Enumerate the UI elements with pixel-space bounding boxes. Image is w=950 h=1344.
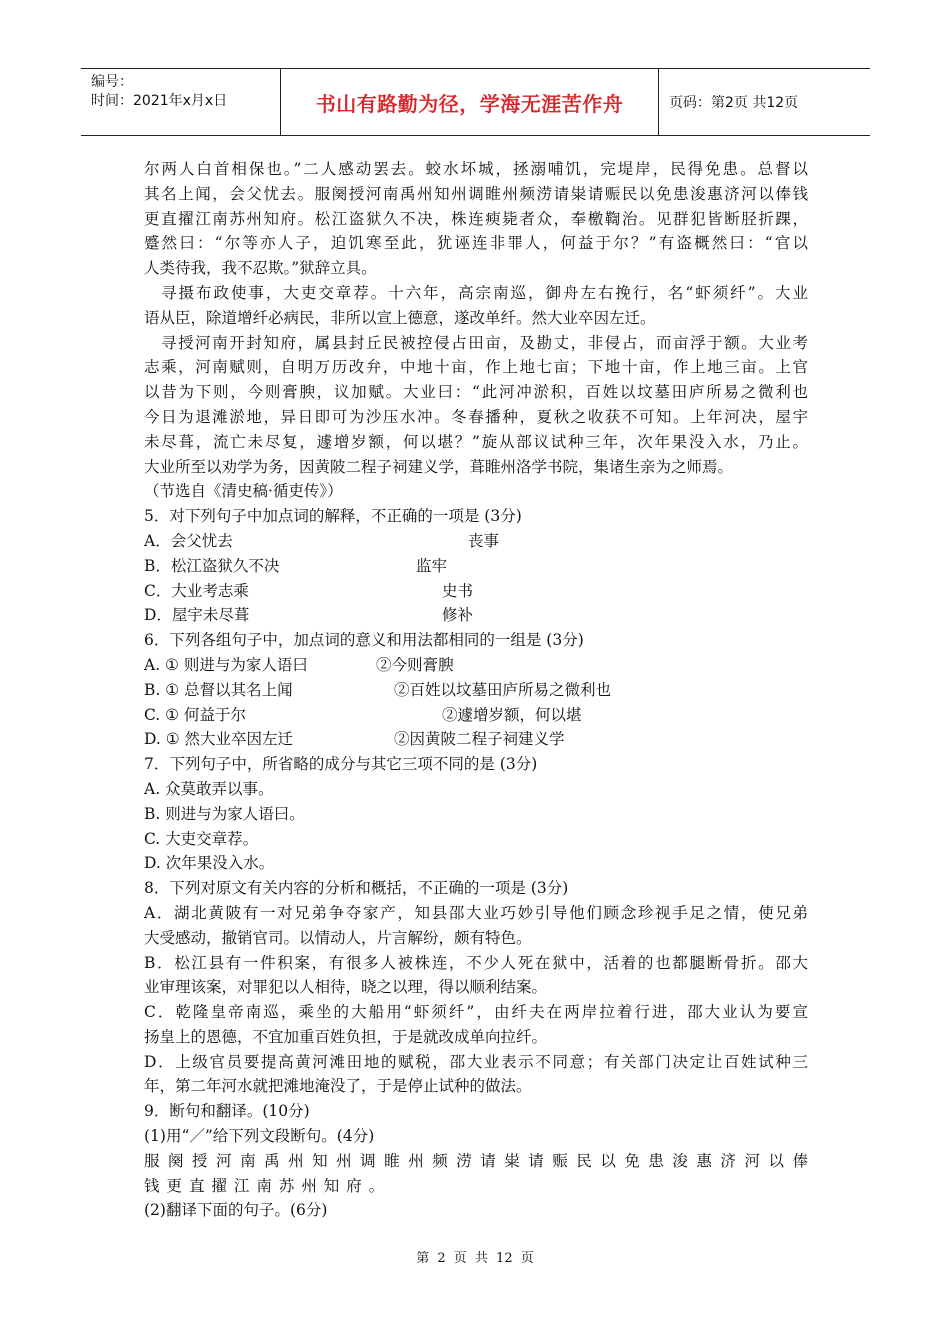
passage-line: 大业所至以劝学为务，因黄陂二程子祠建义学，葺睢州洛学书院，集诸生亲为之师焉。 <box>144 457 734 476</box>
q9-text-line: 服阕授河南禹州知州调睢州频涝请粜请赈民以免患浚惠济河以俸 <box>144 1151 808 1170</box>
option-text: D．屋宇未尽葺 <box>144 606 250 625</box>
header-motto: 书山有路勤为径，学海无涯苦作舟 <box>281 69 659 135</box>
passage-line: 人类待我，我不忍欺。”狱辞立具。 <box>144 259 377 278</box>
q9-sub1: (1)用“／”给下列文段断句。(4分) <box>144 1127 375 1146</box>
q7-option-a: A. 众莫敢弄以事。 <box>144 779 274 798</box>
passage-line: 其名上闻，会父忧去。服阕授河南禹州知州调睢州频涝请粜请赈民以免患浚惠济河以俸钱 <box>144 184 808 203</box>
option-pair: ②因黄陂二程子祠建义学 <box>394 730 565 749</box>
option-gloss: 修补 <box>442 606 474 625</box>
option-gloss: 监牢 <box>416 556 448 575</box>
option-text: B．松江盗狱久不决 <box>144 556 280 575</box>
passage-source: （节选自《清史稿·循吏传》） <box>144 482 343 501</box>
q5-option-a <box>144 529 808 554</box>
passage-line: 语从臣，除道增纤必病民，非所以宣上德意，遂改单纤。然大业卒因左迁。 <box>144 308 656 327</box>
question-5-stem: 5．对下列句子中加点词的解释，不正确的一项是 (3分) <box>144 507 522 526</box>
page-footer: 第 2 页 共 12 页 <box>416 1251 534 1266</box>
passage-line: 寻授河南开封知府，属县封丘民被控侵占田亩，及勘丈，非侵占，而亩浮于额。大业考 <box>161 333 808 352</box>
option-pair: ②百姓以坟墓田庐所易之微利也 <box>394 680 612 699</box>
passage-line: 尔两人白首相保也。”二人感动罢去。蛟水坏城，拯溺哺饥，完堤岸，民得免患。总督以 <box>144 160 808 178</box>
option-gloss: 史书 <box>442 581 474 600</box>
document-body <box>144 157 808 1223</box>
option-text: A．会父忧去 <box>144 531 233 550</box>
q6-option-c <box>144 703 808 728</box>
passage-line: 寻摄布政使事，大吏交章荐。十六年，高宗南巡，御舟左右挽行，名“虾须纤”。大业 <box>161 283 808 302</box>
q5-option-d <box>144 603 808 628</box>
q6-option-a <box>144 653 808 678</box>
q8-line: 扬皇上的恩德，不宜加重百姓负担，于是就改成单向拉纤。 <box>144 1027 548 1046</box>
page-header <box>81 68 870 136</box>
passage-line: 志乘，河南赋则，自明万历改弁，中地十亩，作上地七亩；下地十亩，作上地三亩。上官 <box>144 358 808 377</box>
question-8-stem: 8．下列对原文有关内容的分析和概括，不正确的一项是 (3分) <box>144 879 569 898</box>
header-meta <box>81 69 281 135</box>
q5-option-b <box>144 554 808 579</box>
passage-line: 更直擢江南苏州知府。松江盗狱久不决，株连瘐毙者众，奉檄鞫治。见群犯皆断胫折踝， <box>144 209 808 228</box>
passage-line: 未尽葺，流亡未尽复，遽增岁额，何以堪？”旋从部议试种三年，次年果没入水，乃止。 <box>144 432 808 451</box>
q8-line: C．乾隆皇帝南巡，乘坐的大船用“虾须纤”，由纤夫在两岸拉着行进，邵大业认为要宣 <box>144 1003 808 1022</box>
option-text: C．大业考志乘 <box>144 581 249 600</box>
q9-sub2: (2)翻译下面的句子。(6分) <box>144 1201 328 1220</box>
passage-line: 以昔为下则，今则膏腴，议加赋。大业曰：“此河冲淤积，百姓以坟墓田庐所易之微利也 <box>144 383 808 402</box>
option-gloss: 丧事 <box>468 531 500 550</box>
q8-line: 年，第二年河水就把滩地淹没了，于是停止试种的做法。 <box>144 1077 532 1096</box>
q8-line: B．松江县有一件积案，有很多人被株连，不少人死在狱中，活着的也都腿断骨折。邵大 <box>144 953 808 972</box>
q6-option-d <box>144 727 808 752</box>
q7-option-d: D. 次年果没入水。 <box>144 854 275 873</box>
q7-option-b: B. 则进与为家人语曰。 <box>144 804 305 823</box>
option-text: B. ① 总督以其名上闻 <box>144 680 293 699</box>
number-label: 编号： <box>91 74 133 90</box>
q8-line: A．湖北黄陂有一对兄弟争夺家产，知县邵大业巧妙引导他们顾念珍视手足之情，使兄弟 <box>144 903 808 922</box>
option-text: D. ① 然大业卒因左迁 <box>144 730 294 749</box>
q7-option-c: C. 大吏交章荐。 <box>144 829 259 848</box>
passage-line: 蹙然曰：“尔等亦人子，迫饥寒至此，犹诬连非罪人，何益于尔？”有盗概然曰：“官以 <box>144 234 808 253</box>
question-9-stem: 9．断句和翻译。(10分) <box>144 1102 310 1121</box>
option-text: A. ① 则进与为家人语曰 <box>144 655 308 674</box>
q8-line: 大受感动，撤销官司。以情动人，片言解纷，颇有特色。 <box>144 928 532 947</box>
q9-text-line: 钱更直擢江南苏州知府。 <box>144 1176 392 1195</box>
q5-option-c <box>144 579 808 604</box>
q8-line: D．上级官员要提高黄河滩田地的赋税，邵大业表示不同意；有关部门决定让百姓试种三 <box>144 1052 808 1071</box>
question-6-stem: 6．下列各组句子中，加点词的意义和用法都相同的一组是 (3分) <box>144 631 584 650</box>
question-7-stem: 7．下列句子中，所省略的成分与其它三项不同的是 (3分) <box>144 755 538 774</box>
q6-option-b <box>144 678 808 703</box>
option-pair: ②今则膏腴 <box>376 655 454 674</box>
header-page-info: 页码：第2页 共12页 <box>669 95 799 111</box>
passage-line: 今日为退滩淤地，异日即可为沙压水冲。冬春播种，夏秋之收获不可知。上年河决，屋宇 <box>144 407 808 426</box>
option-pair: ②遽增岁额，何以堪 <box>442 705 582 724</box>
time-label: 时间：2021年x月x日 <box>91 93 228 109</box>
q8-line: 业审理该案，对罪犯以人相待，晓之以理，得以顺利结案。 <box>144 978 548 997</box>
option-text: C. ① 何益于尔 <box>144 705 246 724</box>
